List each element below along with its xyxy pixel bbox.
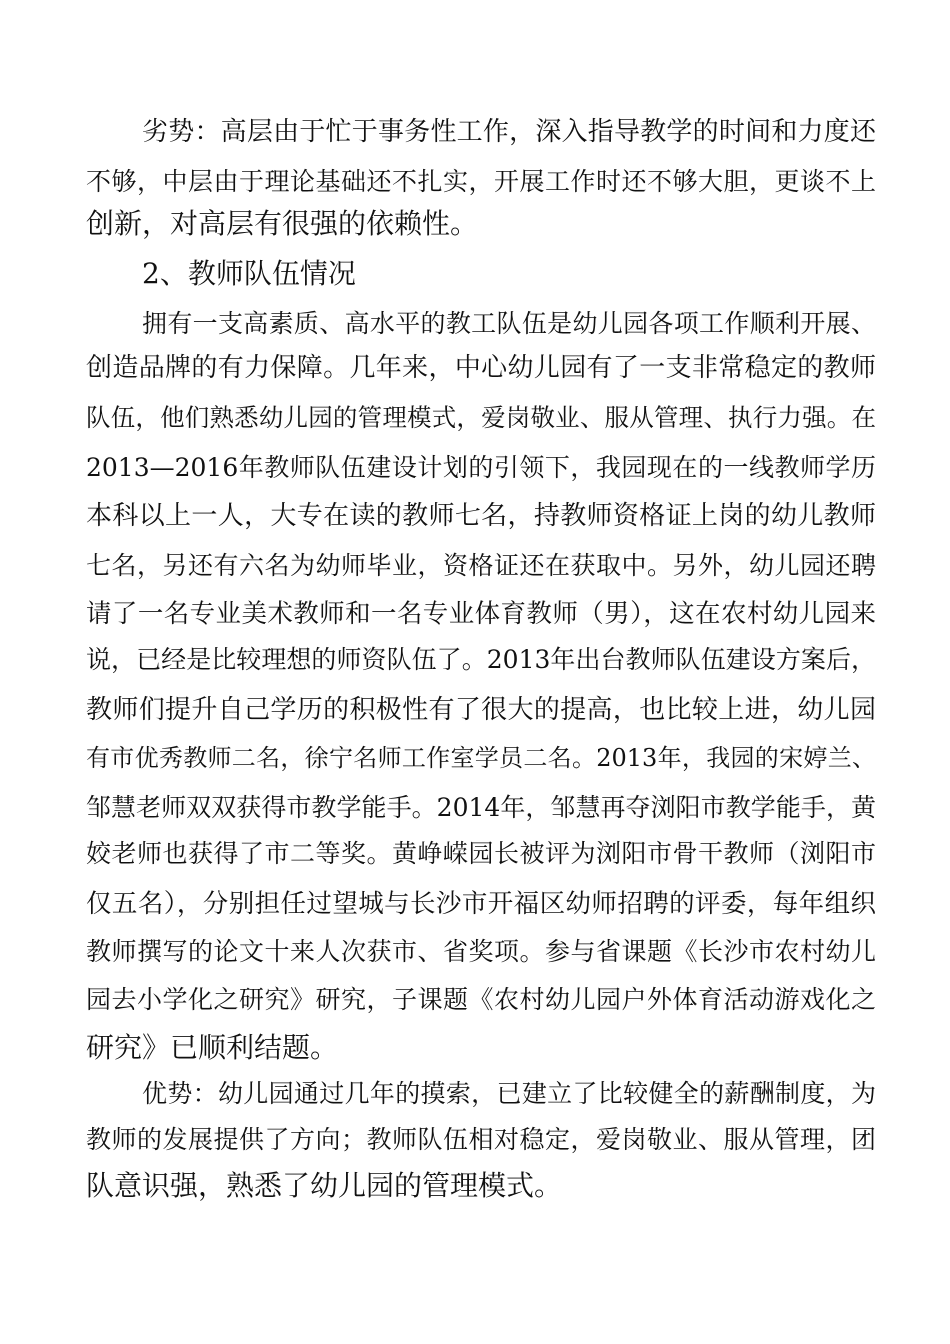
text-line: 创造品牌的有力保障。几年来，中心幼儿园有了一支非常稳定的教师 — [86, 353, 876, 383]
text-line: 有市优秀教师二名，徐宁名师工作室学员二名。2013年，我园的宋婷兰、 — [86, 744, 876, 772]
text-line: 研究》已顺利结题。 — [86, 1031, 339, 1064]
text-line: 教师们提升自己学历的积极性有了很大的提高，也比较上进，幼儿园 — [86, 695, 876, 725]
text-line: 创新，对高层有很强的依赖性。 — [86, 207, 479, 240]
text-line: 队意识强，熟悉了幼儿园的管理模式。 — [86, 1169, 563, 1202]
text-line: 说，已经是比较理想的师资队伍了。2013年出台教师队伍建设方案后， — [86, 645, 876, 674]
text-line: 仅五名），分别担任过望城与长沙市开福区幼师招聘的评委，每年组织 — [86, 889, 876, 919]
text-line: 优势：幼儿园通过几年的摸索，已建立了比较健全的薪酬制度，为 — [142, 1079, 876, 1108]
text-line: 教师的发展提供了方向；教师队伍相对稳定，爱岗敬业、服从管理，团 — [86, 1125, 876, 1154]
text-line: 不够，中层由于理论基础还不扎实，开展工作时还不够大胆，更谈不上 — [86, 167, 876, 196]
heading-line: 2、教师队伍情况 — [142, 257, 356, 290]
text-line: 园去小学化之研究》研究，子课题《农村幼儿园户外体育活动游戏化之 — [86, 985, 876, 1014]
text-line: 拥有一支高素质、高水平的教工队伍是幼儿园各项工作顺利开展、 — [142, 309, 876, 338]
text-line: 请了一名专业美术教师和一名专业体育教师（男），这在农村幼儿园来 — [86, 599, 876, 629]
text-line: 本科以上一人，大专在读的教师七名，持教师资格证上岗的幼儿教师 — [86, 501, 876, 531]
text-line: 姣老师也获得了市二等奖。黄峥嵘园长被评为浏阳市骨干教师（浏阳市 — [86, 839, 876, 868]
text-line: 七名，另还有六名为幼师毕业，资格证还在获取中。另外，幼儿园还聘 — [86, 551, 876, 580]
text-line: 劣势：高层由于忙于事务性工作，深入指导教学的时间和力度还 — [142, 117, 876, 147]
text-line: 队伍，他们熟悉幼儿园的管理模式，爱岗敬业、服从管理、执行力强。在 — [86, 403, 876, 432]
text-line: 教师撰写的论文十来人次获市、省奖项。参与省课题《长沙市农村幼儿 — [86, 937, 876, 966]
text-line: 邹慧老师双双获得市教学能手。2014年，邹慧再夺浏阳市教学能手，黄 — [86, 793, 876, 822]
text-line: 2013—2016年教师队伍建设计划的引领下，我园现在的一线教师学历 — [86, 453, 876, 482]
